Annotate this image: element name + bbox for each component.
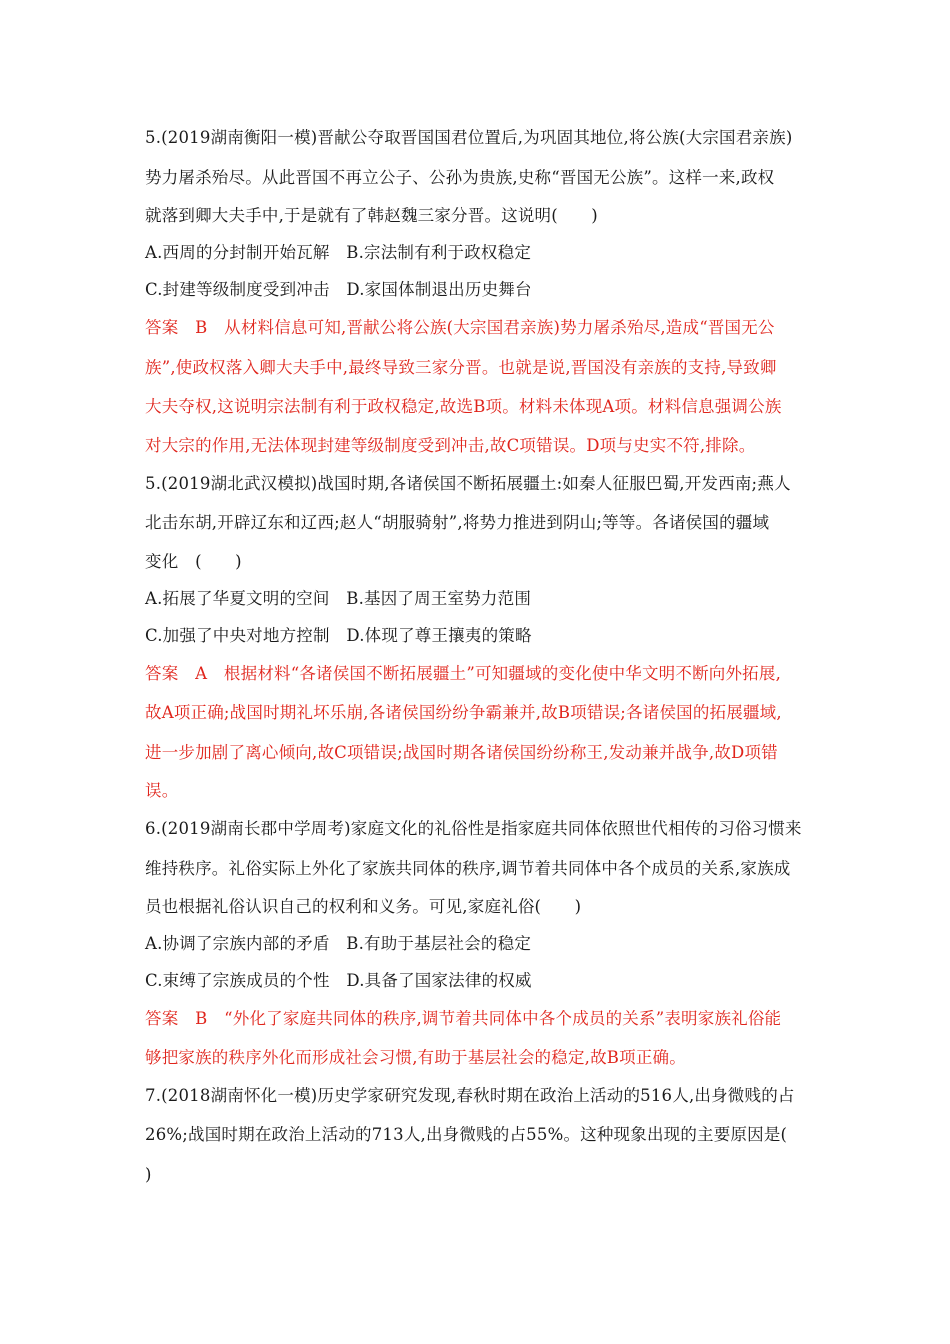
question-block xyxy=(145,1076,825,1195)
question-option-line: A.协调了宗族内部的矛盾 B.有助于基层社会的稳定 xyxy=(145,934,532,953)
question-option-line: C.束缚了宗族成员的个性 D.具备了国家法律的权威 xyxy=(145,971,532,990)
question-stem-line: 5.(2019湖北武汉模拟)战国时期,各诸侯国不断拓展疆土:如秦人征服巴蜀,开发西南;燕人 xyxy=(145,473,791,493)
answer-line: 够把家族的秩序外化而形成社会习惯,有助于基层社会的稳定,故B项正确。 xyxy=(145,1047,686,1067)
question-stem-line: 维持秩序。礼俗实际上外化了家族共同体的秩序,调节着共同体中各个成员的关系,家族成 xyxy=(145,858,791,878)
answer-line: 答案 B “外化了家庭共同体的秩序,调节着共同体中各个成员的关系”表明家族礼俗能 xyxy=(145,1009,782,1028)
question-stem-line: 6.(2019湖南长郡中学周考)家庭文化的礼俗性是指家庭共同体依照世代相传的习俗习惯来 xyxy=(145,819,802,838)
question-block xyxy=(145,464,825,810)
answer-line: 故A项正确;战国时期礼坏乐崩,各诸侯国纷纷争霸兼并,故B项错误;各诸侯国的拓展疆域, xyxy=(145,703,782,722)
answer-line: 对大宗的作用,无法体现封建等级制度受到冲击,故C项错误。D项与史实不符,排除。 xyxy=(145,435,756,455)
question-option-line: C.封建等级制度受到冲击 D.家国体制退出历史舞台 xyxy=(145,280,532,299)
question-option-line: A.拓展了华夏文明的空间 B.基因了周王室势力范围 xyxy=(145,588,532,608)
question-stem-line: ) xyxy=(145,1164,152,1184)
question-stem-line: 7.(2018湖南怀化一模)历史学家研究发现,春秋时期在政治上活动的516人,出身微贱的占 xyxy=(145,1085,795,1105)
answer-line: 族”,使政权落入卿大夫手中,最终导致三家分晋。也就是说,晋国没有亲族的支持,导致卿 xyxy=(145,357,777,377)
question-stem-line: 员也根据礼俗认识自己的权利和义务。可见,家庭礼俗( ) xyxy=(145,897,582,916)
document-page xyxy=(145,118,825,1194)
question-stem-line: 26%;战国时期在政治上活动的713人,出身微贱的占55%。这种现象出现的主要原因是( xyxy=(145,1125,788,1144)
question-stem-line: 就落到卿大夫手中,于是就有了韩赵魏三家分晋。这说明( ) xyxy=(145,206,598,225)
answer-line: 进一步加剧了离心倾向,故C项错误;战国时期各诸侯国纷纷称王,发动兼并战争,故D项错 xyxy=(145,742,778,762)
question-stem-line: 变化 ( ) xyxy=(145,551,242,571)
question-block xyxy=(145,118,825,464)
question-option-line: A.西周的分封制开始瓦解 B.宗法制有利于政权稳定 xyxy=(145,243,532,262)
question-option-line: C.加强了中央对地方控制 D.体现了尊王攘夷的策略 xyxy=(145,625,532,645)
answer-line: 答案 B 从材料信息可知,晋献公将公族(大宗国君亲族)势力屠杀殆尽,造成“晋国无公 xyxy=(145,318,775,337)
answer-line: 答案 A 根据材料“各诸侯国不断拓展疆土”可知疆域的变化使中华文明不断向外拓展, xyxy=(145,663,782,683)
answer-line: 误。 xyxy=(145,781,179,800)
question-stem-line: 5.(2019湖南衡阳一模)晋献公夺取晋国国君位置后,为巩固其地位,将公族(大宗国君亲族) xyxy=(145,128,793,147)
question-stem-line: 北击东胡,开辟辽东和辽西;赵人“胡服骑射”,将势力推进到阴山;等等。各诸侯国的疆域 xyxy=(145,513,770,532)
answer-line: 大夫夺权,这说明宗法制有利于政权稳定,故选B项。材料未体现A项。材料信息强调公族 xyxy=(145,397,782,416)
question-stem-line: 势力屠杀殆尽。从此晋国不再立公子、公孙为贵族,史称“晋国无公族”。这样一来,政权 xyxy=(145,167,775,187)
question-block xyxy=(145,809,825,1076)
